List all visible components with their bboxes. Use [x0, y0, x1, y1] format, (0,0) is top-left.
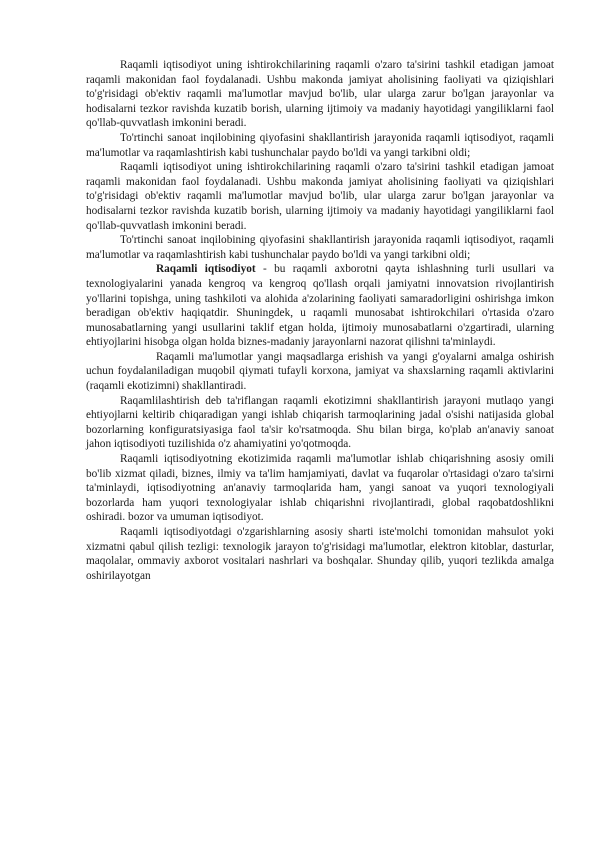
paragraph: Raqamlilashtirish deb ta'riflangan raqamli ekotizimni shakllantirish jarayoni mutlaqo yangi ehtiyojlarni keltirib chiqaradigan yangi ishlab chiqarish tarmoqlarining jadal o'sishi natijasida global bozorlarning konfiguratsiyasiga faol ta'sir ko'rsatmoqda. Shu bilan birga, ko'plab an'anaviy sanoat jahon iqtisodiyoti tuzilishida o'z ahamiyatini yo'qotmoqda. — [86, 394, 554, 451]
document-body — [86, 58, 554, 583]
definition-term: Raqamli iqtisodiyot — [156, 263, 256, 276]
paragraph: Raqamli iqtisodiyotdagi o'zgarishlarning asosiy sharti iste'molchi tomonidan mahsulot yoki xizmatni qabul qilish tezligi: texnologik jarayon to'g'risidagi ma'lumotlar, elektron kitoblar, dasturlar, maqolalar, ommaviy axborot vositalari nashrlari va boshqalar. Shunday qilib, yuqori tezlikda amalga oshirilayotgan — [86, 526, 554, 582]
paragraph: Raqamli iqtisodiyotning ekotizimida raqamli ma'lumotlar ishlab chiqarishning asosiy omili bo'lib xizmat qiladi, biznes, ilmiy va ta'lim hamjamiyati, davlat va fuqarolar o'rtasidagi o'zaro ta'sirni ta'minlaydi, iqtisodiyotning an'anaviy tarmoqlarida ham, yangi sanoat va yuqori texnologiyali bozorlarda ham yuqori texnologiyalar ishlab chiqarishni rivojlantiradi, global raqobatdoshlikni oshiradi. bozor va umuman iqtisodiyot. — [86, 453, 554, 524]
paragraph: Raqamli ma'lumotlar yangi maqsadlarga erishish va yangi g'oyalarni amalga oshirish uchun foydalaniladigan muqobil qiymati tufayli korxona, jamiyat va shaxslarning raqamli aktivlarini (raqamli ekotizimni) shakllantiradi. — [86, 350, 554, 393]
definition-text: - bu raqamli axborotni qayta ishlashning turli usullari va texnologiyalarini yanada kengroq va kengroq qo'llash orqali jamiyatni innovatsion rivojlantirish yo'llarini topishga, uning tashkiloti va alohida a'zolarining faoliyati samaradorligini oshirishga imkon beradigan ob'ektiv haqiqatdir. Shuningdek, u raqamli munosabat ishtirokchilari o'rtasida o'zaro munosabatlarning yangi usullarini taklif etgan holda, ijtimoiy munosabatlarni o'zgartiradi, ularning ehtiyojlarini hisobga olgan holda biznes-madaniy jarayonlarni nazorat qilishni ta'minlaydi. — [86, 263, 554, 349]
paragraph: To'rtinchi sanoat inqilobining qiyofasini shakllantirish jarayonida raqamli iqtisodiyot, raqamli ma'lumotlar va raqamlashtirish kabi tushunchalar paydo bo'ldi va yangi tarkibni oldi; — [86, 234, 554, 261]
definition-paragraph — [86, 262, 554, 350]
paragraph: To'rtinchi sanoat inqilobining qiyofasini shakllantirish jarayonida raqamli iqtisodiyot, raqamli ma'lumotlar va raqamlashtirish kabi tushunchalar paydo bo'ldi va yangi tarkibni oldi; — [86, 131, 554, 159]
paragraph: Raqamli iqtisodiyot uning ishtirokchilarining raqamli o'zaro ta'sirini tashkil etadigan jamoat raqamli makonidan faol foydalanadi. Ushbu makonda jamiyat aholisining faoliyati va qiziqishlari to'g'risidagi ob'ektiv raqamli ma'lumotlar mavjud bo'lib, ular ularga zarur bo'lgan jarayonlar va hodisalarni tezkor ravishda kuzatib borish, ularning ijtimoiy va madaniy hayotidagi yangiliklarni faol qo'llab-quvvatlash imkonini beradi. — [86, 59, 554, 130]
paragraph: Raqamli iqtisodiyot uning ishtirokchilarining raqamli o'zaro ta'sirini tashkil etadigan jamoat raqamli makonidan faol foydalanadi. Ushbu makonda jamiyat aholisining faoliyati va qiziqishlari to'g'risidagi ob'ektiv raqamli ma'lumotlar mavjud bo'lib, ular ularga zarur bo'lgan jarayonlar va hodisalarni tezkor ravishda kuzatib borish, ularning ijtimoiy va madaniy hayotidagi yangiliklarni faol qo'llab-quvvatlash imkonini beradi. — [86, 161, 554, 232]
